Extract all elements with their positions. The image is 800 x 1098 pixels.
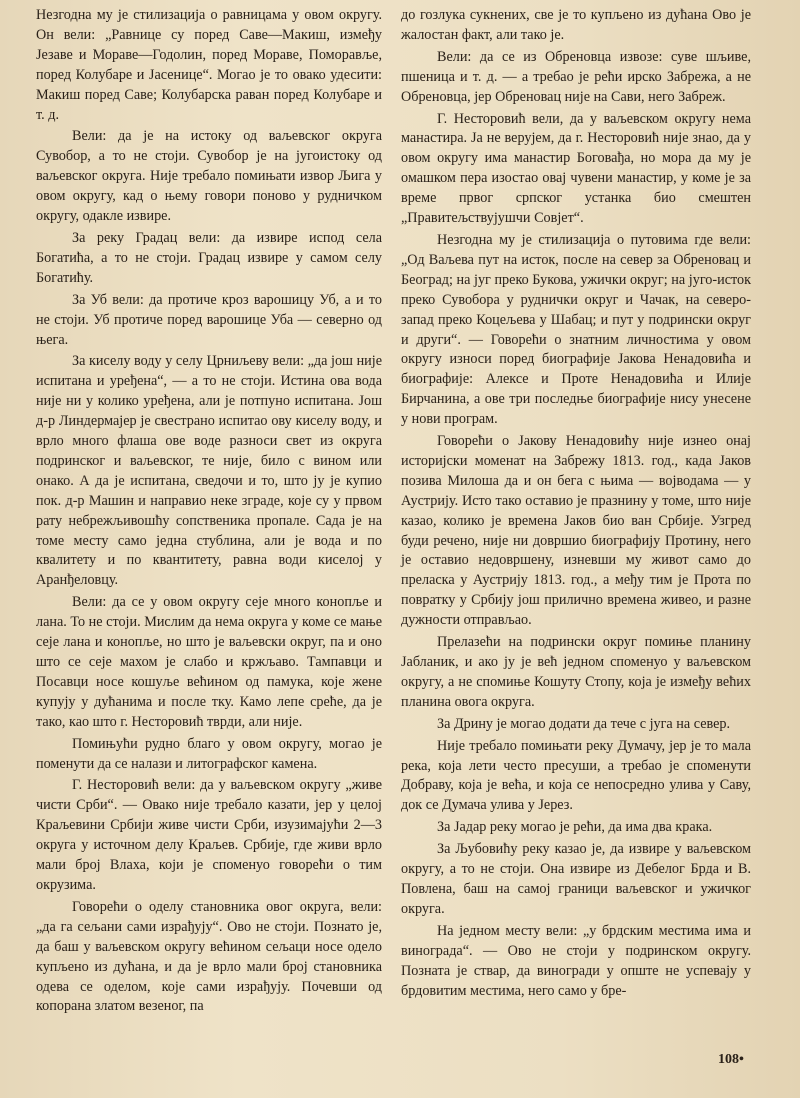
paragraph: Г. Несторовић вели, да у ваљевском округу нема манастира. Ја не верујем, да г. Несторовић није знао, да у овом округу има манастир Боговађа, но мора да му је омашком пера изостао овај чувени манастир, у коме је за време првог српског устанка био смештен „Правитељствујушчи Совјет“. [401, 110, 751, 227]
paragraph: Незгодна му је стилизација о равницама у овом округу. Он вели: „Равнице су поред Саве—Макиш, између Језаве и Мораве—Годолин, поред Мораве, Поморавље, поред Колубаре и Јасенице“. Могао је то овако удесити: Макиш поред Саве; Колубарска раван поред Колубаре и т. д. [36, 7, 382, 123]
paragraph: Незгодна му је стилизација о путовима где вели: „Од Ваљева пут на исток, после на север за Обреновац и Београд; на југ преко Букова, ужички округ; на југо-исток преко Сувобора у руднички округ и Чачак, на северо-запад преко Коцељева у Шабац; и пут у подрински округ и други“. — Говорећи о знатним личностима у овом округу износи поред биографије Јакова Ненадовића и биографије: Алексе и Проте Ненадовића и Илије Бирчанина, а ове три последње биографије нису унесене у нови програм. [401, 231, 751, 428]
paragraph: За Уб вели: да протиче кроз варошицу Уб, а и то не стоји. Уб протиче поред варошице Уба — северно од њега. [36, 291, 382, 348]
left-column [36, 6, 382, 1019]
paragraph: За реку Градац вели: да извире испод села Богатића, а то не стоји. Градац извире у самом селу Богатићу. [36, 229, 382, 286]
paragraph: На једном месту вели: „у брдским местима има и винограда“. — Ово не стоји у подринском округу. Позната је ствар, да виногради у опште не успевају у брдовитим местима, него само у бре- [401, 922, 751, 999]
paragraph: За Јадар реку могао је рећи, да има два крака. [437, 819, 713, 836]
paragraph: За Љубовићу реку казао је, да извире у ваљевском округу, а то не стоји. Она извире из Дебелог Брда и В. Повлена, баш на самој граници ваљевског и ужичког округа. [401, 841, 751, 917]
paragraph: За Дрину је могао додати да тече с југа на север. [437, 715, 731, 732]
right-column [401, 6, 751, 1003]
paragraph: За киселу воду у селу Црниљеву вели: „да још није испитана и уређена“, — а то не стоји. Истина ова вода није ни у колико уређена, али је потпуно испитана. Још д-р Линдермајер је свестрано испитао ову киселу воду, и врло много флаша ове воде разноси свет из округа подринског и ваљевског, те није, било с вином или онако. А да је испитана, сведочи и то, што ју је купио пок. д-р Машин и направио неке зграде, које су у првом рату небрежљивошћу сопственика пропале. Сада је на томе месту само једна стублина, али је вода и по квалитету и по квантитету, равна води киселој у Аранђеловцу. [36, 353, 382, 589]
paragraph: Помињући рудно благо у овом округу, могао је поменути да се налази и литографског камена. [36, 735, 382, 772]
paragraph: Вели: да се из Обреновца извозе: суве шљиве, пшеница и т. д. — а требао је рећи ирско Забрежа, а не Обреновца, јер Обреновац није на Сави, него Забреж. [401, 48, 751, 105]
paragraph: Говорећи о Јакову Ненадовићу није изнео онај историјски моменат на Забрежу 1813. год., када Јаков позива Милоша да и он бега с њима — војводама — у Аустрију. Исто тако оставио је празнину у томе, што није казао, колико је времена Јаков био ван Србије. Узгред буди речено, није ни довршио биографију Протину, него је оставио недовршену, изневши му живот само до преласка у Аустрију 1813. год., а међу тим је Прота по повратку у Србију још прилично времена живео, и разне дужности отправљао. [401, 433, 751, 629]
paragraph: Вели: да се у овом округу сеје много конопље и лана. То не стоји. Мислим да нема округа у коме се мање сеје лана и конопље, но што је ваљевски округ, па и оно што се сеје махом је слабо и кржљаво. Тампавци и Посавци носе кошуље већином од памука, које жене купују у дућанима и после тку. Камо лепе среће, да је тако, као што г. Несторовић тврди, али није. [36, 594, 382, 730]
paragraph: Прелазећи на подрински округ помиње планину Јабланик, и ако ју је већ једном споменуо у ваљевском округу, а не спомиње Кошуту Стопу, која је између већих планина овога округа. [401, 634, 751, 710]
paragraph: Говорећи о оделу становника овог округа, вели: „да га сељани сами израђују“. Ово не стоји. Познато је, да баш у ваљевском округу већином сељаци носе одело купљено из дућана, и да је врло мали број становника одева се оделом, које сами израђују. Почевши од копорана златом везеног, па [36, 898, 382, 1015]
page-number: 108• [718, 1052, 744, 1067]
paragraph: Вели: да је на истоку од ваљевског округа Сувобор, а то не стоји. Сувобор је на југоистоку од ваљевског округа. Није требало помињати извор Љига у овом округу, кад о њему говори поново у рудничком округу, одакле извире. [36, 128, 382, 225]
paragraph: Г. Несторовић вели: да у ваљевском округу „живе чисти Срби“. — Овако није требало казати, јер у целој Краљевини Србији живе чисти Срби, изузимајући 2—3 округа у источном делу Краљев. Србије, где живи врло мали број Влаха, који је споменуо говорећи о тим окрузима. [36, 777, 382, 893]
paragraph: до гозлука сукнених, све је то купљено из дућана Ово је жалостан факт, али тако је. [401, 7, 751, 43]
paragraph: Није требало помињати реку Думачу, јер је то мала река, која лети често пресуши, а требао је споменути Добраву, која је већа, и која се непосредно улива у Саву, док се Думача улива у Јерез. [401, 737, 751, 814]
